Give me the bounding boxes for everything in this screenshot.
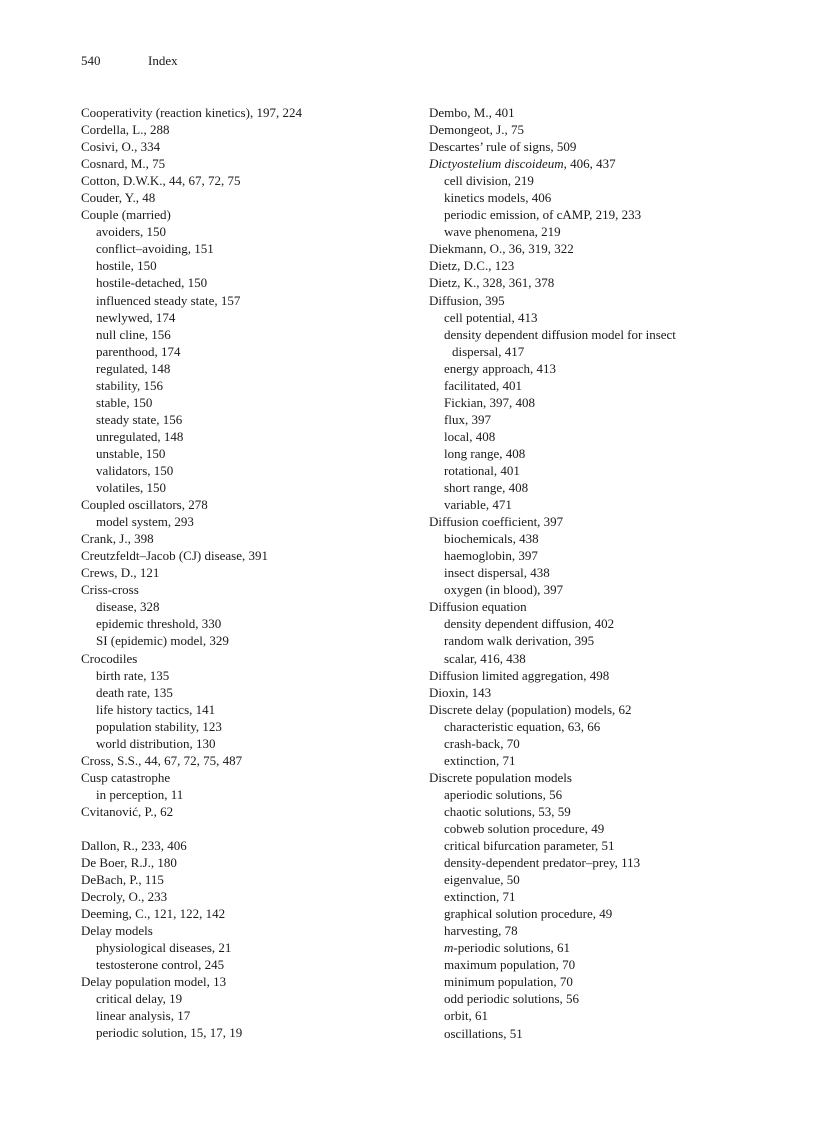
- index-subentry: [81, 667, 401, 684]
- entry-text: Crews, D., 121: [81, 565, 160, 581]
- page-header: [81, 52, 178, 69]
- entry-text: Deeming, C., 121, 122, 142: [81, 906, 226, 922]
- index-subentry: [429, 615, 749, 632]
- entry-text: m: [444, 940, 454, 956]
- index-subentry: [429, 786, 749, 803]
- entry-text: Dictyostelium discoideum: [429, 156, 564, 172]
- index-entry: [81, 650, 401, 667]
- entry-text: dispersal, 417: [452, 343, 525, 359]
- index-subentry: [81, 343, 401, 360]
- index-subentry: [429, 377, 749, 394]
- entry-text: avoiders, 150: [96, 224, 167, 240]
- index-subentry: [429, 564, 749, 581]
- index-subentry: [81, 274, 401, 291]
- entry-text: wave phenomena, 219: [444, 224, 561, 240]
- entry-text: regulated, 148: [96, 360, 171, 376]
- index-subentry: [429, 411, 749, 428]
- entry-text: birth rate, 135: [96, 667, 170, 683]
- index-subentry: [429, 479, 749, 496]
- entry-text: energy approach, 413: [444, 360, 557, 376]
- index-subentry: [429, 905, 749, 922]
- index-subentry: [81, 684, 401, 701]
- index-subentry: [429, 1025, 749, 1042]
- entry-text: Diffusion, 395: [429, 292, 505, 308]
- index-entry: [81, 138, 401, 155]
- entry-text: Cusp catastrophe: [81, 769, 171, 785]
- index-subentry: [81, 1007, 401, 1024]
- entry-text: odd periodic solutions, 56: [444, 991, 580, 1007]
- entry-text: death rate, 135: [96, 684, 173, 700]
- index-entry: [81, 121, 401, 138]
- entry-text: rotational, 401: [444, 462, 520, 478]
- index-subentry: [429, 650, 749, 667]
- entry-pages: -periodic solutions, 61: [453, 940, 571, 956]
- index-subentry: [429, 854, 749, 871]
- index-entry: [81, 104, 401, 121]
- index-entry: [81, 172, 401, 189]
- index-entry: [81, 496, 401, 513]
- entry-text: biochemicals, 438: [444, 531, 539, 547]
- index-entry: [429, 257, 749, 274]
- entry-text: long range, 408: [444, 445, 526, 461]
- index-subentry: [81, 513, 401, 530]
- entry-text: Coupled oscillators, 278: [81, 497, 208, 513]
- index-entry: [429, 701, 749, 718]
- entry-text: local, 408: [444, 428, 496, 444]
- entry-text: critical delay, 19: [96, 991, 183, 1007]
- entry-text: stable, 150: [96, 394, 153, 410]
- entry-text: Diffusion limited aggregation, 498: [429, 667, 610, 683]
- running-title: Index: [148, 53, 178, 68]
- entry-text: oscillations, 51: [444, 1025, 523, 1041]
- index-entry: [81, 888, 401, 905]
- entry-text: facilitated, 401: [444, 377, 522, 393]
- entry-text: characteristic equation, 63, 66: [444, 718, 601, 734]
- index-subentry: [81, 718, 401, 735]
- entry-text: cell division, 219: [444, 173, 534, 189]
- index-subentry: [81, 240, 401, 257]
- index-subentry: [429, 530, 749, 547]
- entry-text: conflict–avoiding, 151: [96, 241, 214, 257]
- entry-text: steady state, 156: [96, 411, 183, 427]
- entry-text: kinetics models, 406: [444, 190, 552, 206]
- entry-text: Cross, S.S., 44, 67, 72, 75, 487: [81, 752, 243, 768]
- entry-text: volatiles, 150: [96, 480, 167, 496]
- entry-text: SI (epidemic) model, 329: [96, 633, 229, 649]
- entry-text: Discrete population models: [429, 769, 572, 785]
- entry-text: Decroly, O., 233: [81, 889, 168, 905]
- entry-text: Couple (married): [81, 207, 171, 223]
- entry-text: density dependent diffusion model for insect: [444, 326, 676, 342]
- entry-text: graphical solution procedure, 49: [444, 906, 613, 922]
- index-subentry: [429, 956, 749, 973]
- index-entry: [81, 837, 401, 854]
- index-subentry: [81, 223, 401, 240]
- index-column-left: [81, 104, 401, 1042]
- entry-text: Delay population model, 13: [81, 974, 227, 990]
- entry-text: Creutzfeldt–Jacob (CJ) disease, 391: [81, 548, 269, 564]
- index-subentry: [429, 581, 749, 598]
- index-subentry: [81, 462, 401, 479]
- index-subentry: [81, 632, 401, 649]
- index-entry: [429, 667, 749, 684]
- entry-text: Dietz, D.C., 123: [429, 258, 515, 274]
- entry-text: Diffusion equation: [429, 599, 527, 615]
- index-entry: [429, 684, 749, 701]
- index-subentry: [429, 735, 749, 752]
- index-subentry: [429, 428, 749, 445]
- index-subentry: [81, 939, 401, 956]
- entry-text: model system, 293: [96, 514, 194, 530]
- index-subentry: [429, 922, 749, 939]
- entry-text: maximum population, 70: [444, 957, 576, 973]
- index-subentry: [429, 223, 749, 240]
- entry-text: validators, 150: [96, 462, 174, 478]
- index-subentry: [81, 786, 401, 803]
- index-entry: [429, 240, 749, 257]
- index-subentry: [429, 360, 749, 377]
- entry-text: density-dependent predator–prey, 113: [444, 855, 641, 871]
- entry-text: Dioxin, 143: [429, 684, 492, 700]
- index-entry: [429, 513, 749, 530]
- index-subentry: [429, 871, 749, 888]
- index-subentry: [81, 479, 401, 496]
- entry-text: Cooperativity (reaction kinetics), 197, 224: [81, 105, 302, 120]
- index-subentry: [81, 326, 401, 343]
- entry-text: Crank, J., 398: [81, 531, 154, 547]
- entry-text: life history tactics, 141: [96, 701, 216, 717]
- entry-text: null cline, 156: [96, 326, 171, 342]
- entry-text: eigenvalue, 50: [444, 872, 520, 888]
- entry-text: physiological diseases, 21: [96, 940, 232, 956]
- index-subentry: [429, 445, 749, 462]
- index-entry: [81, 854, 401, 871]
- index-subentry: [81, 309, 401, 326]
- index-subentry: [429, 820, 749, 837]
- index-subentry: [429, 172, 749, 189]
- index-subentry: [429, 309, 749, 326]
- index-subentry: [81, 735, 401, 752]
- entry-text: disease, 328: [96, 599, 160, 615]
- entry-text: Cvitanović, P., 62: [81, 803, 174, 819]
- entry-text: Cosivi, O., 334: [81, 139, 161, 155]
- index-subentry: [429, 496, 749, 513]
- index-subentry: [429, 939, 749, 956]
- index-subentry: [429, 718, 749, 735]
- entry-text: cell potential, 413: [444, 309, 538, 325]
- index-subentry: [429, 547, 749, 564]
- index-subentry: [81, 615, 401, 632]
- index-subentry: [81, 598, 401, 615]
- index-subentry: [81, 377, 401, 394]
- index-subentry: [429, 1007, 749, 1024]
- index-subentry: [81, 292, 401, 309]
- index-entry: [81, 564, 401, 581]
- entry-text: minimum population, 70: [444, 974, 573, 990]
- entry-text: insect dispersal, 438: [444, 565, 550, 581]
- index-entry: [429, 598, 749, 615]
- index-entry: [429, 769, 749, 786]
- index-entry: [429, 138, 749, 155]
- entry-text: hostile, 150: [96, 258, 157, 274]
- index-subentry: [429, 990, 749, 1007]
- page-number: 540: [81, 53, 101, 68]
- entry-text: random walk derivation, 395: [444, 633, 595, 649]
- index-subentry: [429, 837, 749, 854]
- entry-text: chaotic solutions, 53, 59: [444, 803, 571, 819]
- index-entry: [81, 973, 401, 990]
- index-entry: [81, 581, 401, 598]
- index-entry: [81, 803, 401, 820]
- entry-text: Descartes’ rule of signs, 509: [429, 139, 577, 155]
- index-subentry: [81, 990, 401, 1007]
- index-subentry: [429, 632, 749, 649]
- index-subentry: [429, 326, 749, 343]
- index-entry: [429, 274, 749, 291]
- entry-text: harvesting, 78: [444, 923, 518, 939]
- index-entry: [81, 547, 401, 564]
- index-subentry: [81, 257, 401, 274]
- index-subentry: [81, 701, 401, 718]
- entry-text: influenced steady state, 157: [96, 292, 241, 308]
- entry-text: crash-back, 70: [444, 735, 520, 751]
- index-subentry: [429, 394, 749, 411]
- index-entry: [429, 292, 749, 309]
- entry-text: Demongeot, J., 75: [429, 122, 524, 138]
- entry-text: linear analysis, 17: [96, 1008, 191, 1024]
- index-subentry: [81, 956, 401, 973]
- entry-text: oxygen (in blood), 397: [444, 582, 564, 598]
- index-entry: [81, 769, 401, 786]
- index-entry: [81, 905, 401, 922]
- entry-text: Crocodiles: [81, 650, 138, 666]
- entry-text: Diffusion coefficient, 397: [429, 514, 564, 530]
- entry-text: flux, 397: [444, 411, 491, 427]
- index-entry: [81, 155, 401, 172]
- entry-text: critical bifurcation parameter, 51: [444, 838, 615, 854]
- entry-text: Cotton, D.W.K., 44, 67, 72, 75: [81, 173, 241, 189]
- index-subentry: [81, 394, 401, 411]
- entry-text: epidemic threshold, 330: [96, 616, 222, 632]
- index-column-right: [429, 104, 749, 1042]
- entry-text: Dembo, M., 401: [429, 105, 515, 120]
- entry-text: aperiodic solutions, 56: [444, 786, 563, 802]
- entry-text: world distribution, 130: [96, 735, 216, 751]
- entry-text: density dependent diffusion, 402: [444, 616, 615, 632]
- index-entry: [81, 206, 401, 223]
- index-entry: [429, 104, 749, 121]
- entry-text: DeBach, P., 115: [81, 872, 164, 888]
- entry-text: haemoglobin, 397: [444, 548, 538, 564]
- entry-text: parenthood, 174: [96, 343, 181, 359]
- index-entry: [429, 121, 749, 138]
- entry-text: Delay models: [81, 923, 153, 939]
- entry-text: newlywed, 174: [96, 309, 176, 325]
- entry-text: Discrete delay (population) models, 62: [429, 701, 632, 717]
- entry-text: stability, 156: [96, 377, 164, 393]
- index-subentry: [81, 428, 401, 445]
- index-entry-continuation: [429, 343, 749, 360]
- entry-text: Dietz, K., 328, 361, 378: [429, 275, 555, 291]
- index-subentry: [81, 445, 401, 462]
- entry-text: extinction, 71: [444, 752, 516, 768]
- index-subentry: [81, 1024, 401, 1041]
- entry-text: Cordella, L., 288: [81, 122, 170, 138]
- index-subentry: [429, 189, 749, 206]
- entry-text: Couder, Y., 48: [81, 190, 156, 206]
- entry-text: periodic solution, 15, 17, 19: [96, 1025, 243, 1041]
- entry-text: short range, 408: [444, 480, 529, 496]
- index-entry: [81, 189, 401, 206]
- entry-text: De Boer, R.J., 180: [81, 855, 177, 871]
- entry-text: Cosnard, M., 75: [81, 156, 166, 172]
- entry-text: Dallon, R., 233, 406: [81, 837, 187, 853]
- entry-text: scalar, 416, 438: [444, 650, 526, 666]
- section-gap: [81, 820, 401, 837]
- entry-text: population stability, 123: [96, 718, 222, 734]
- entry-text: testosterone control, 245: [96, 957, 225, 973]
- entry-text: periodic emission, of cAMP, 219, 233: [444, 207, 642, 223]
- index-subentry: [429, 462, 749, 479]
- index-entry: [429, 155, 749, 172]
- index-entry: [81, 752, 401, 769]
- entry-text: hostile-detached, 150: [96, 275, 208, 291]
- entry-text: unregulated, 148: [96, 428, 184, 444]
- entry-pages: , 406, 437: [563, 156, 616, 172]
- entry-text: Fickian, 397, 408: [444, 394, 535, 410]
- entry-text: orbit, 61: [444, 1008, 489, 1024]
- index-subentry: [429, 206, 749, 223]
- index-entry: [81, 871, 401, 888]
- index-entry: [81, 530, 401, 547]
- index-subentry: [81, 360, 401, 377]
- index-subentry: [429, 752, 749, 769]
- index-subentry: [81, 411, 401, 428]
- entry-text: extinction, 71: [444, 889, 516, 905]
- entry-text: cobweb solution procedure, 49: [444, 820, 605, 836]
- index-subentry: [429, 803, 749, 820]
- entry-text: Criss-cross: [81, 582, 139, 598]
- entry-text: in perception, 11: [96, 786, 184, 802]
- index-entry: [81, 922, 401, 939]
- index-subentry: [429, 888, 749, 905]
- entry-text: variable, 471: [444, 497, 512, 513]
- entry-text: Diekmann, O., 36, 319, 322: [429, 241, 574, 257]
- entry-text: unstable, 150: [96, 445, 166, 461]
- index-subentry: [429, 973, 749, 990]
